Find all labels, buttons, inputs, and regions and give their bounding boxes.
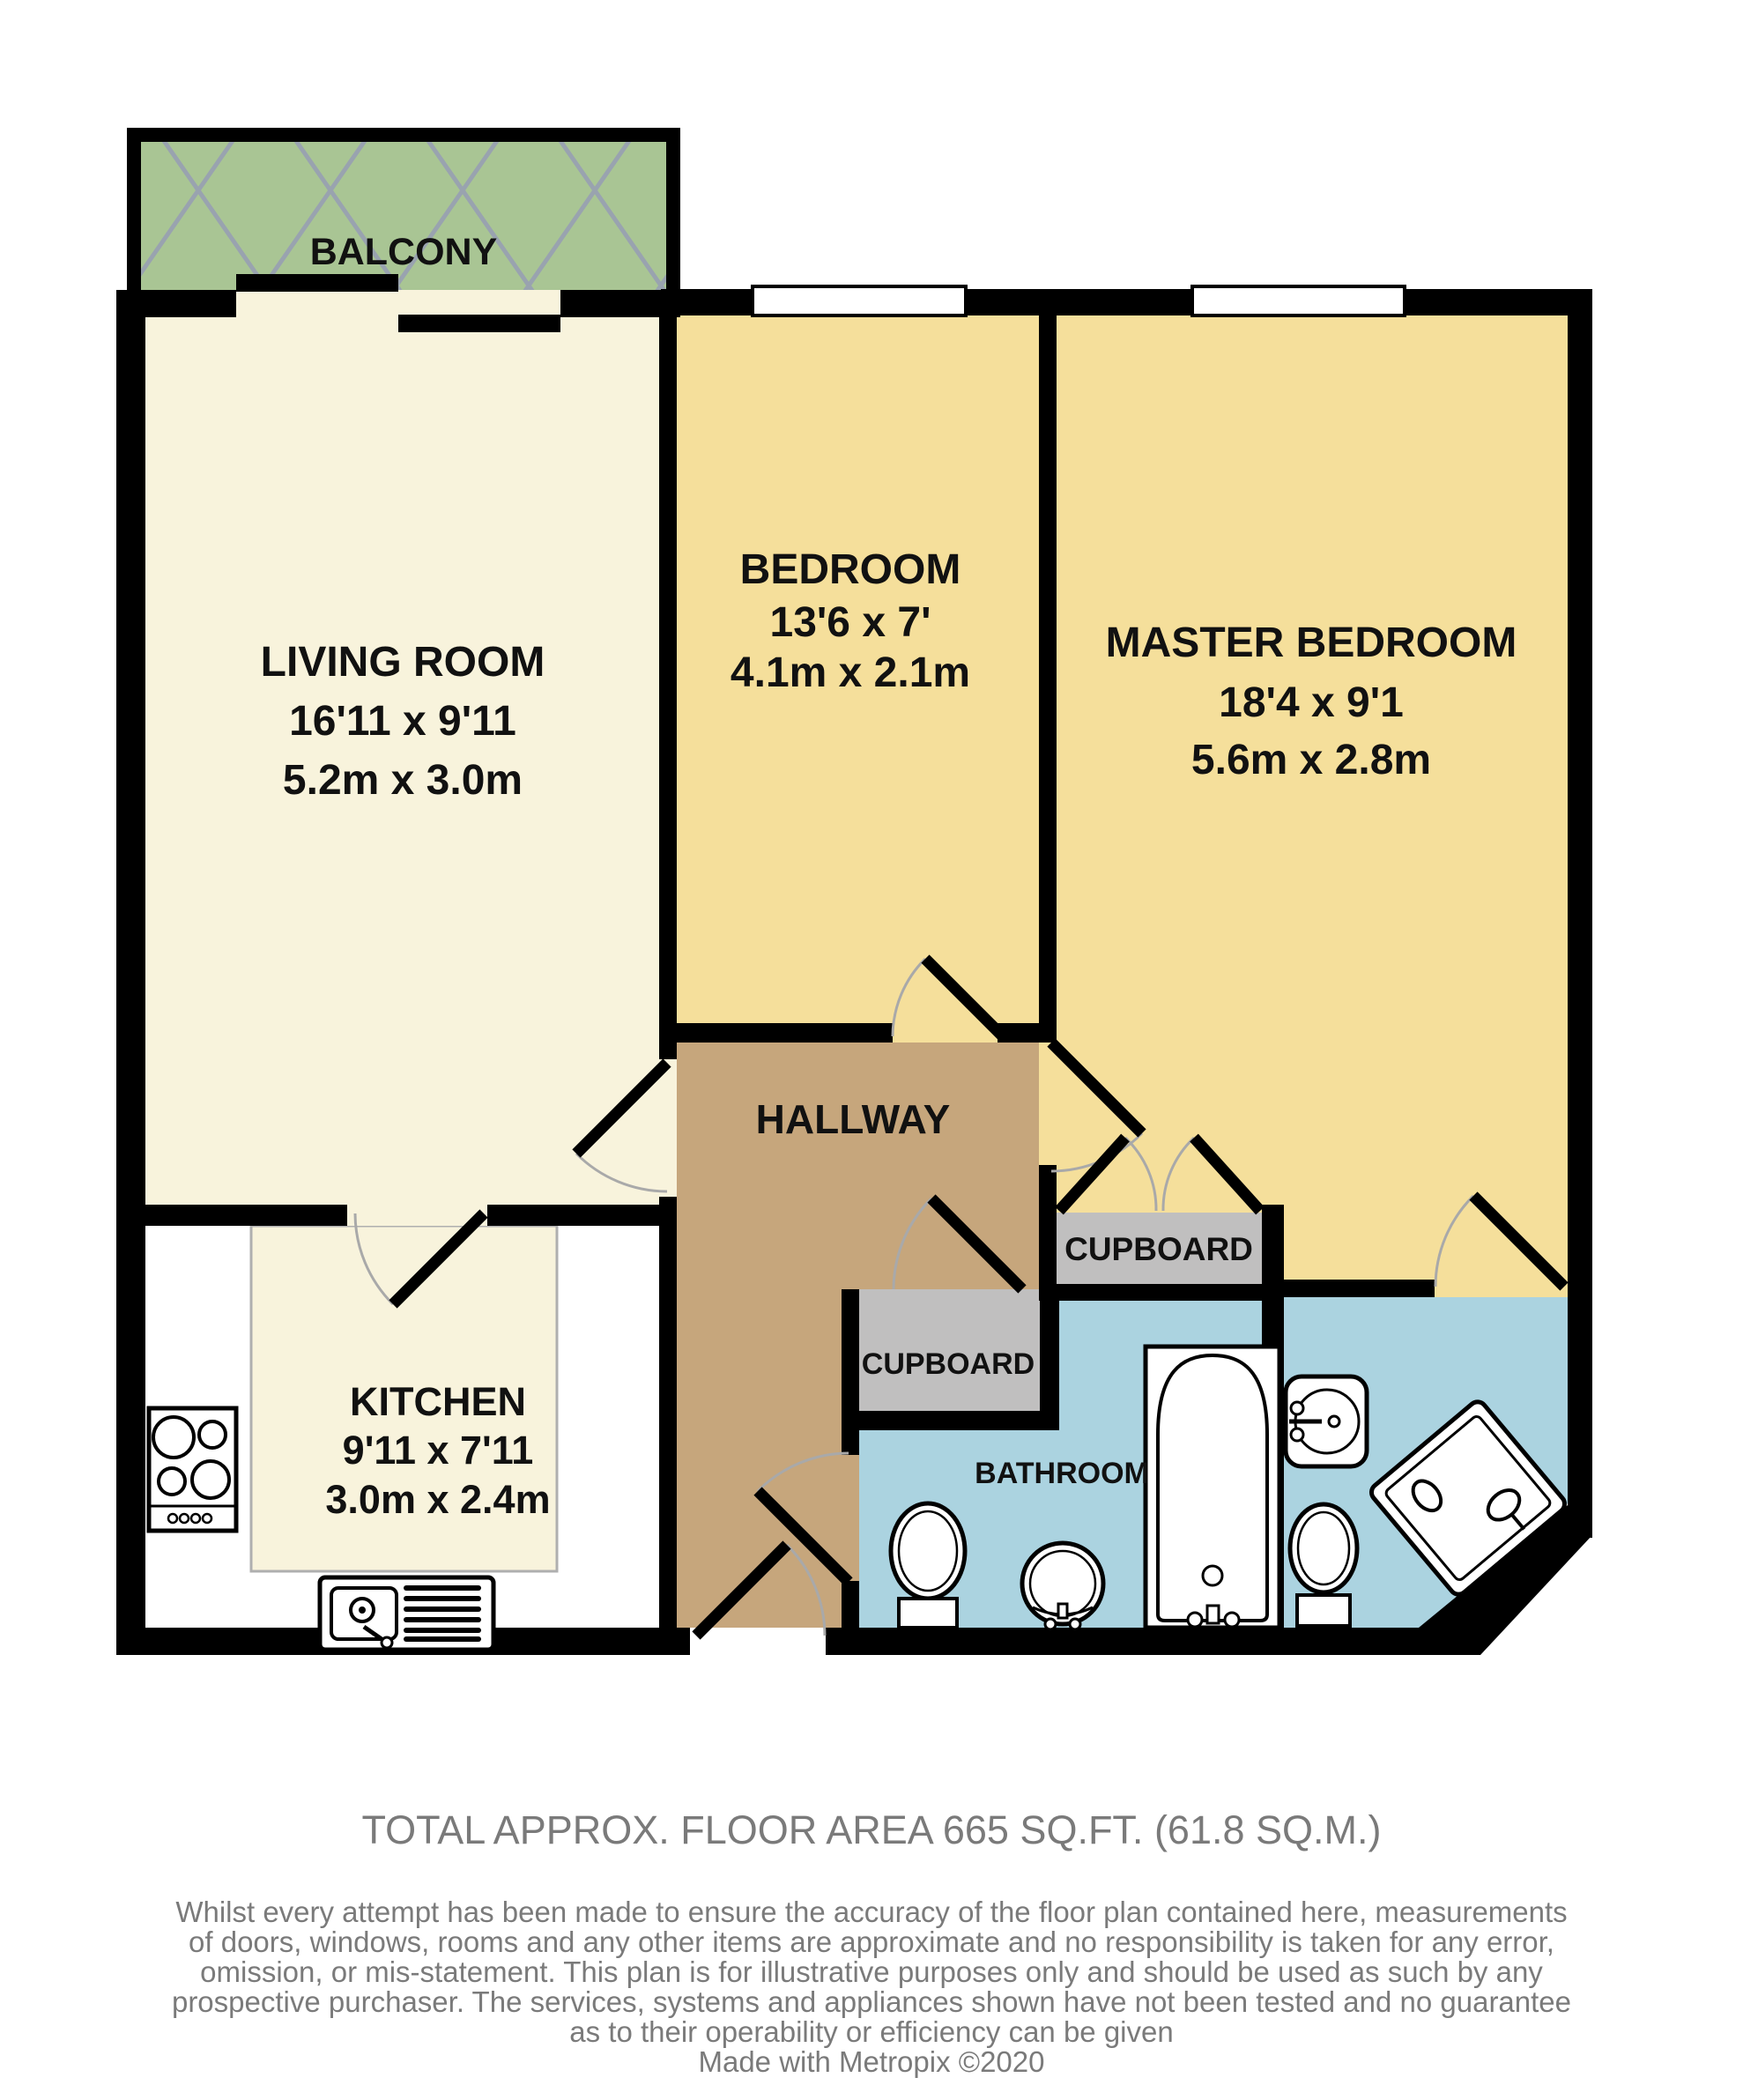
kitchen-name: KITCHEN <box>350 1379 526 1424</box>
bathroom-door-gap <box>842 1455 859 1581</box>
living-room-dims-imperial: 16'11 x 9'11 <box>289 698 516 745</box>
living-room-name: LIVING ROOM <box>260 639 545 686</box>
metropix-credit: Made with Metropix ©2020 <box>698 2045 1045 2078</box>
master-bedroom-dims-metric: 5.6m x 2.8m <box>1190 737 1432 783</box>
ensuite-toilet-icon <box>1290 1504 1357 1626</box>
kitchen-dims-metric: 3.0m x 2.4m <box>325 1477 551 1522</box>
disclaimer-line-2: of doors, windows, rooms and any other items are approximate and no responsibility is taken for any error, <box>189 1926 1554 1958</box>
bathroom-toilet-icon <box>891 1503 965 1628</box>
total-area-title: TOTAL APPROX. FLOOR AREA 665 SQ.FT. (61.8 SQ.M.) <box>361 1807 1382 1852</box>
balcony-door-gap <box>236 290 560 317</box>
bathtub-icon <box>1146 1347 1279 1628</box>
disclaimer-line-1: Whilst every attempt has been made to ensure the accuracy of the floor plan contained here, measurements <box>175 1896 1568 1928</box>
disclaimer-line-3: omission, or mis-statement. This plan is for illustrative purposes only and should be used as such by any <box>200 1955 1543 1988</box>
kitchen-door-gap <box>347 1205 487 1226</box>
balcony-label: BALCONY <box>309 231 498 273</box>
bedroom-name: BEDROOM <box>739 546 961 593</box>
bathroom-label: BATHROOM <box>975 1457 1149 1490</box>
footer <box>172 1807 1571 2078</box>
disclaimer-line-5: as to their operability or efficiency can be given <box>569 2015 1174 2048</box>
kitchen-dims-imperial: 9'11 x 7'11 <box>342 1428 534 1473</box>
hob-icon <box>149 1408 236 1531</box>
master-bedroom-floor <box>1055 315 1568 1297</box>
master-bedroom-name: MASTER BEDROOM <box>1105 620 1517 666</box>
bedroom-dims-imperial: 13'6 x 7' <box>769 599 931 646</box>
balcony-slider-outer <box>236 274 398 292</box>
balcony-slider-inner <box>398 315 560 332</box>
ensuite-basin-icon <box>1286 1377 1367 1466</box>
bedroom-window <box>753 286 966 315</box>
living-door-gap <box>659 1059 677 1197</box>
cupboard-hall-label: CUPBOARD <box>861 1347 1035 1381</box>
cupboard-master-label: CUPBOARD <box>1064 1231 1253 1267</box>
bedroom-door-gap <box>893 1023 998 1043</box>
hallway-label: HALLWAY <box>755 1096 951 1142</box>
disclaimer-line-4: prospective purchaser. The services, systems and appliances shown have not been tested and no guarantee <box>171 1985 1572 2018</box>
kitchen-sink-icon <box>320 1577 493 1650</box>
master-bedroom-window <box>1192 286 1405 315</box>
master-door-gap <box>1039 1043 1057 1165</box>
master-bedroom-dims-imperial: 18'4 x 9'1 <box>1219 679 1404 726</box>
living-room-dims-metric: 5.2m x 3.0m <box>282 757 523 804</box>
bedroom-dims-metric: 4.1m x 2.1m <box>730 649 971 696</box>
